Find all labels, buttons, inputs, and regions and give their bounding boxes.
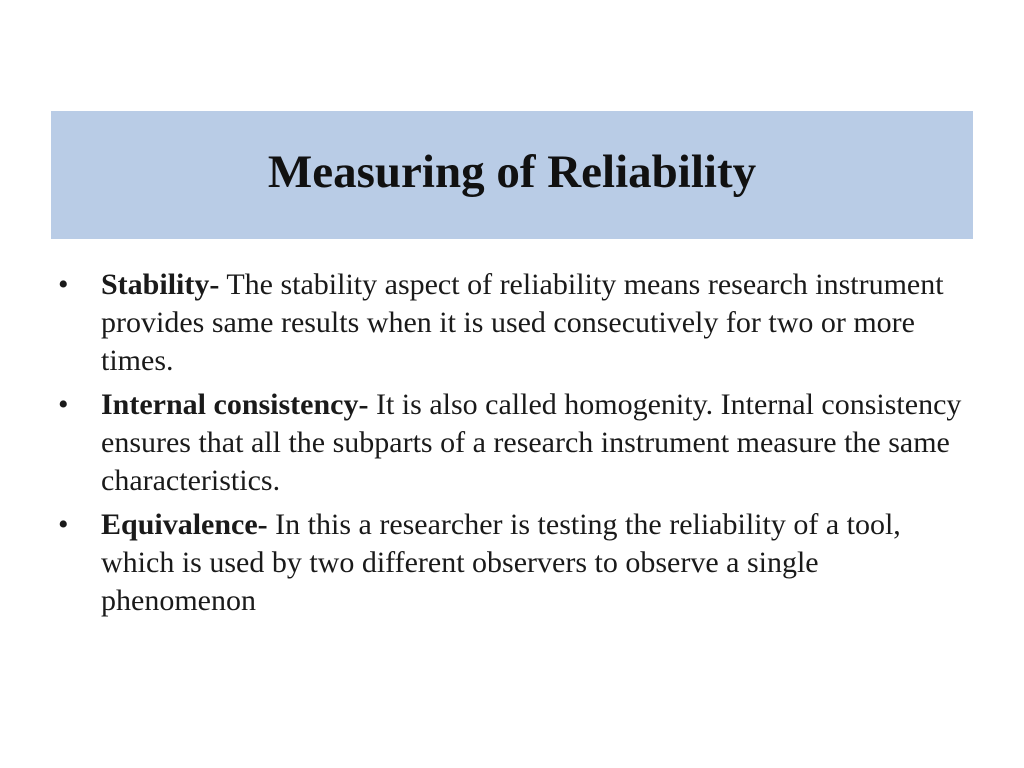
bullet-item-equivalence <box>58 506 968 620</box>
bullet-list <box>58 266 968 626</box>
bullet-icon: • <box>58 508 69 541</box>
bullet-item-stability <box>58 266 968 380</box>
bullet-text: In this a researcher is testing the reliability of a tool, which is used by two different observers to observe a single phenomenon <box>101 508 901 617</box>
bullet-term: Internal consistency- <box>101 388 369 421</box>
bullet-term: Equivalence- <box>101 508 268 541</box>
bullet-text: It is also called homogenity. Internal consistency ensures that all the subparts of a research instrument measure the same characteristics. <box>101 388 962 497</box>
bullet-icon: • <box>58 388 69 421</box>
bullet-text: The stability aspect of reliability means research instrument provides same results when it is used consecutively for two or more times. <box>101 268 944 377</box>
bullet-icon: • <box>58 268 69 301</box>
title-banner <box>51 111 973 239</box>
bullet-term: Stability- <box>101 268 220 301</box>
bullet-item-internal-consistency <box>58 386 968 500</box>
slide-title: Measuring of Reliability <box>267 145 757 198</box>
